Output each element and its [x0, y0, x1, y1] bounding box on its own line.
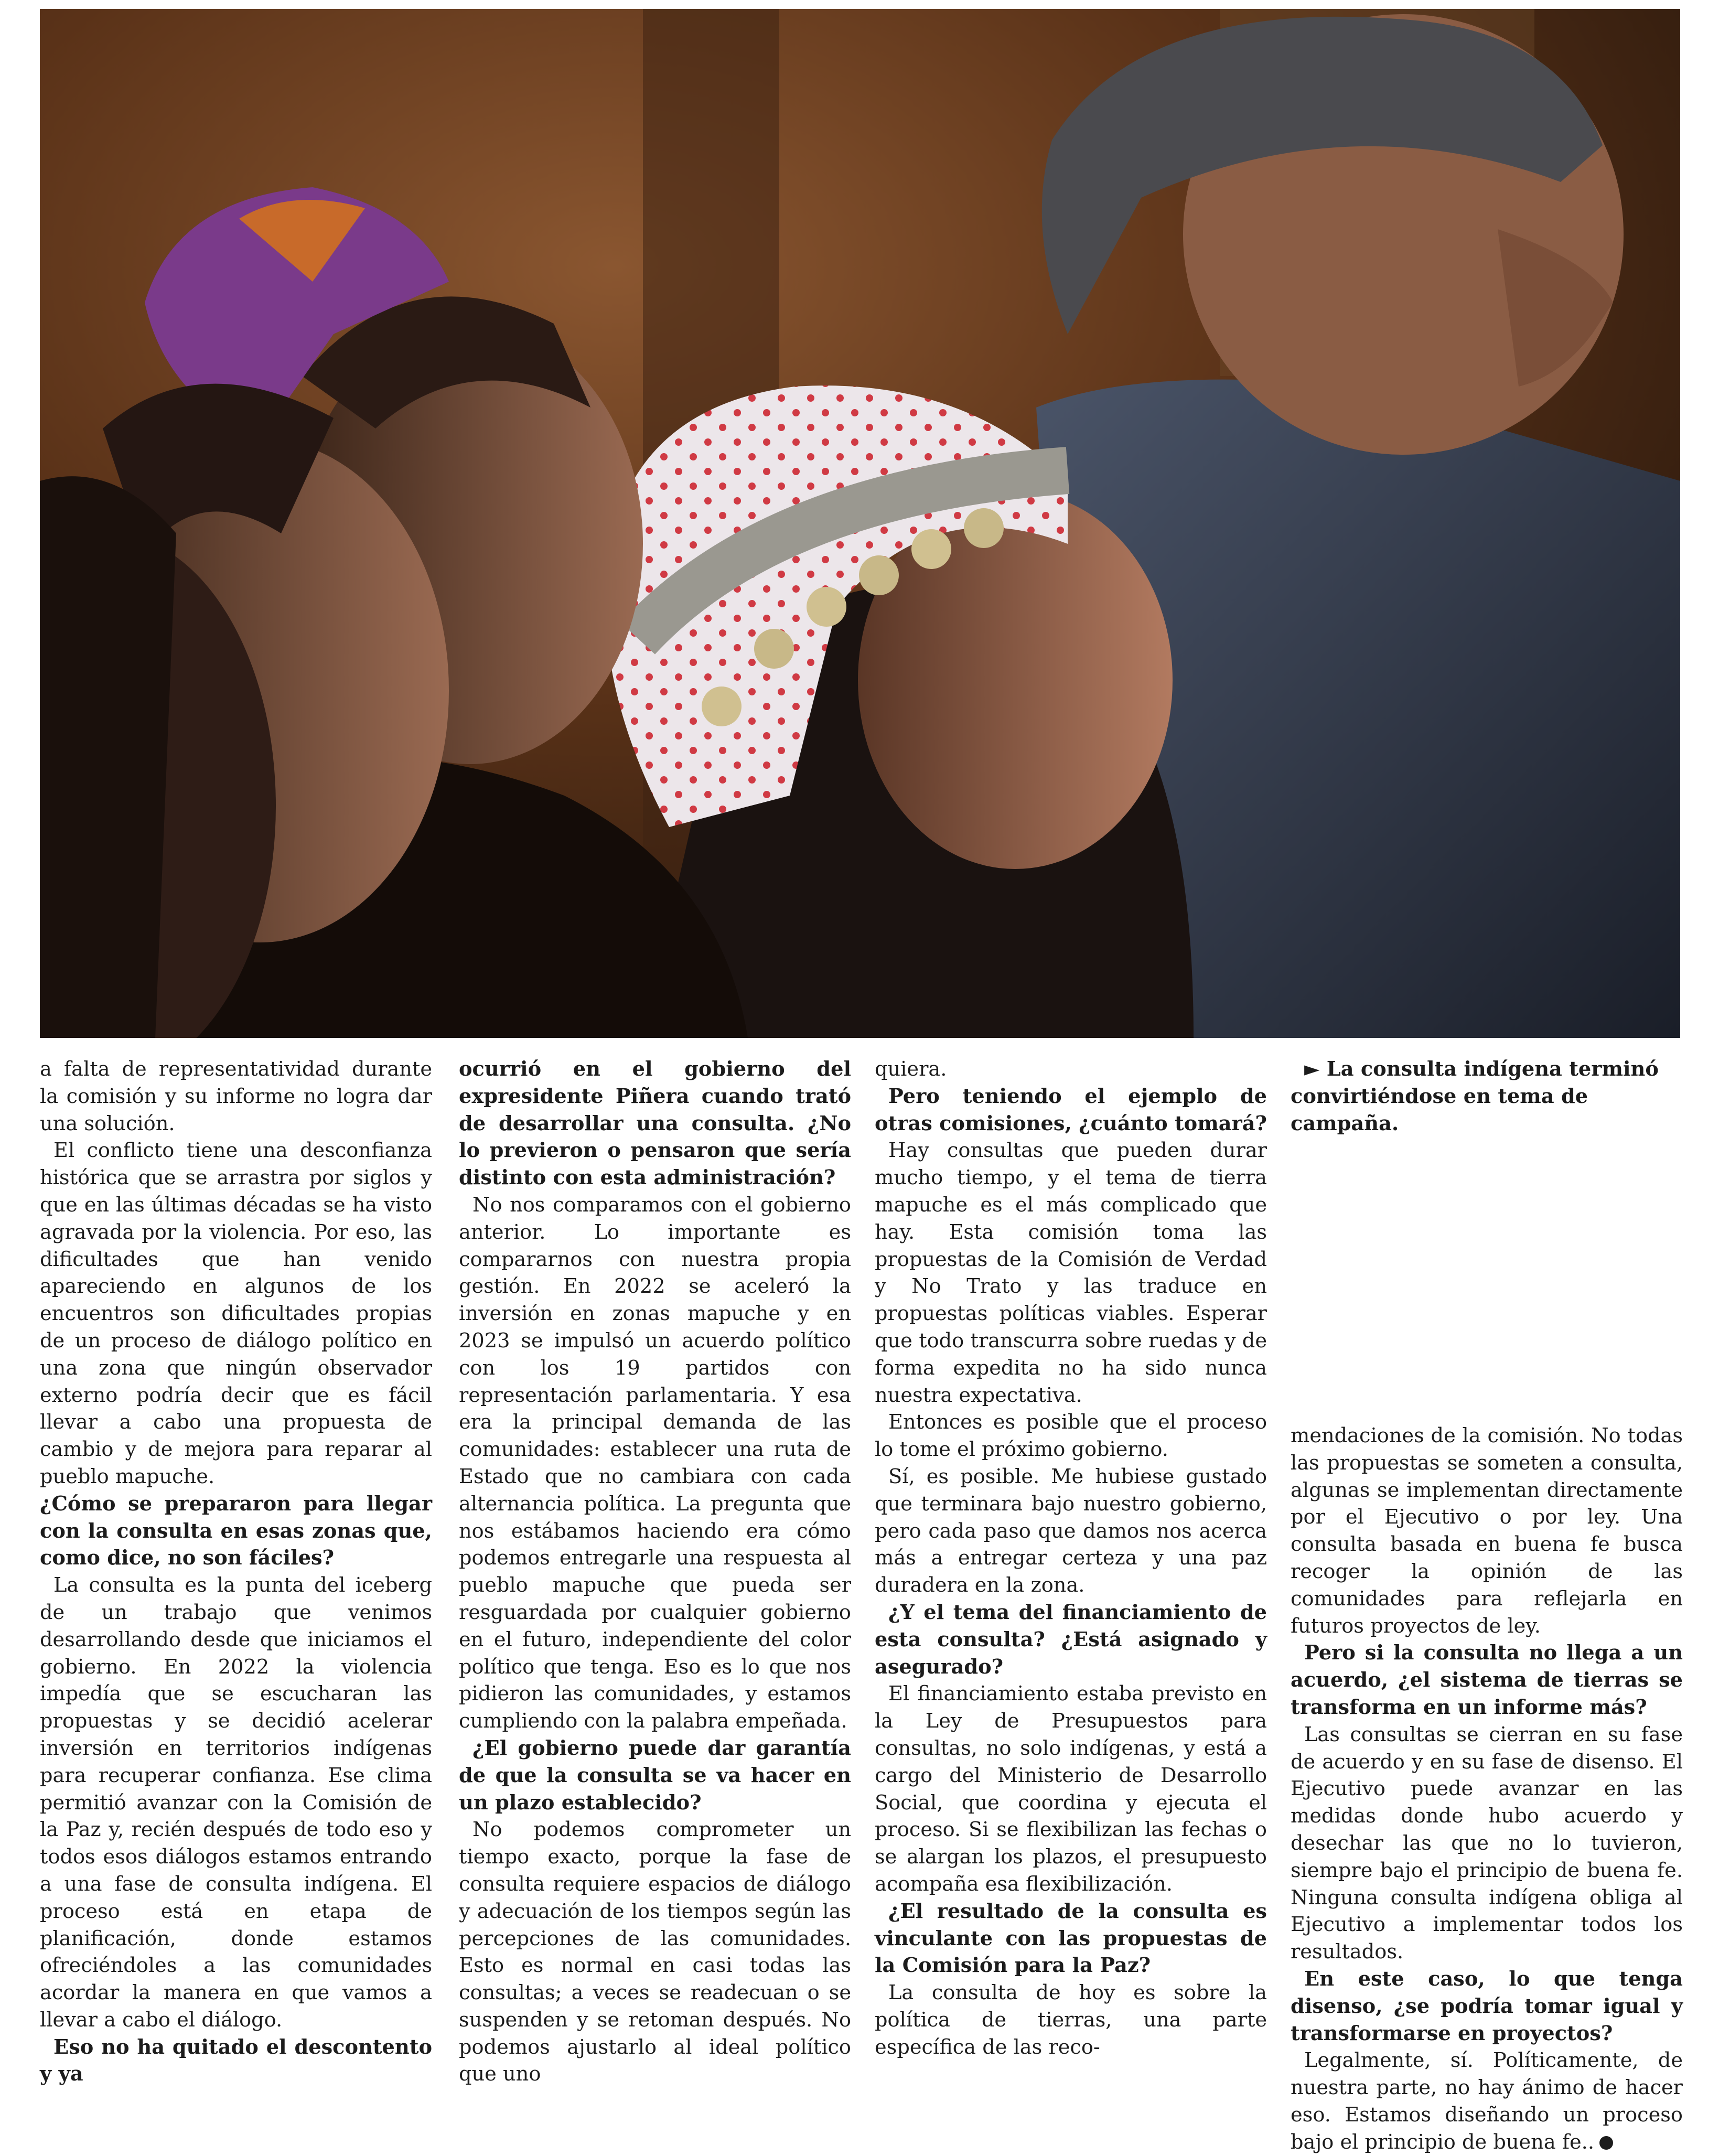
- paragraph: El financiamiento estaba previsto en la Ley de Presupuestos para consultas, no solo indígenas, y está a cargo del Ministerio de Desarrollo Social, que coordina y ejecuta el proceso. Si se flexibilizan las fechas o se alargan los plazos, el presupuesto acompaña esa flexibilización.: [875, 1682, 1267, 1896]
- paragraph: quiera.: [875, 1057, 947, 1081]
- paragraph: La consulta es la punta del iceberg de un trabajo que venimos desarrollando desde que iniciamos el gobierno. En 2022 la violencia impedía que se escucharan las propuestas y se decidió acelerar inversión en territorios indígenas para recuperar confianza. Ese clima permitió avanzar con la Comisión de la Paz y, recién después de todo eso y todos esos diálogos estamos entrando a una fase de consulta indígena. El proceso está en etapa de planificación, donde estamos ofreciéndoles a las comunidades acordar la manera en que vamos a llevar a cabo el diálogo.: [40, 1573, 432, 2032]
- question: Pero teniendo el ejemplo de otras comisiones, ¿cuánto tomará?: [875, 1084, 1267, 1135]
- news-photo: [40, 9, 1680, 1038]
- paragraph: Las consultas se cierran en su fase de acuerdo y en su fase de disenso. El Ejecutivo puede avanzar en las medidas donde hubo acuerdo y desechar las que no lo tuvieron, siempre bajo el principio de buena fe. Ninguna consulta indígena obliga al Ejecutivo a implementar todos los resultados.: [1291, 1722, 1683, 1964]
- paragraph: Hay consultas que pueden durar mucho tiempo, y el tema de tierra mapuche es el más complicado que hay. Esta comisión toma las propuestas de la Comisión de Verdad y No Trato y las traduce en propuestas políticas viables. Esperar que todo transcurra sobre ruedas y de forma expedita no ha sido nunca nuestra expectativa.: [875, 1139, 1267, 1407]
- paragraph: Sí, es posible. Me hubiese gustado que terminara bajo nuestro gobierno, pero cada paso que damos nos acerca más a entregar certeza y una paz duradera en la zona.: [875, 1464, 1267, 1597]
- photo-illustration: [40, 9, 1680, 1038]
- paragraph-text: Legalmente, sí. Políticamente, de nuestra parte, no hay ánimo de hacer eso. Estamos diseñando un proceso bajo el principio de buena fe..: [1291, 2048, 1683, 2154]
- photo-caption: ► La consulta indígena terminó convirtiéndose en tema de campaña.: [1291, 1057, 1659, 1135]
- question: ¿El resultado de la consulta es vinculante con las propuestas de la Comisión para la Paz?: [875, 1899, 1267, 1978]
- column-4: [1291, 1056, 1683, 2154]
- paragraph: a falta de representatividad durante la comisión y su informe no logra dar una solución.: [40, 1057, 432, 1135]
- question: ocurrió en el gobierno del expresidente Piñera cuando trató de desarrollar una consulta. ¿No lo previeron o pensaron que sería distinto con esta administración?: [459, 1057, 851, 1190]
- column-2: [459, 1056, 851, 2086]
- question: ¿El gobierno puede dar garantía de que la consulta se va hacer en un plazo establecido?: [459, 1736, 851, 1815]
- question: ¿Cómo se prepararon para llegar con la consulta en esas zonas que, como dice, no son fáciles?: [40, 1492, 432, 1570]
- column-3: [875, 1056, 1267, 2059]
- end-bullet-icon: [1599, 2136, 1613, 2150]
- paragraph: No podemos comprometer un tiempo exacto, porque la fase de consulta requiere espacios de diálogo y adecuación de los tiempos según las percepciones de las comunidades. Esto es normal en casi todas las consultas; a veces se readecuan o se suspenden y se retoman después. No podemos ajustarlo al ideal político que uno: [459, 1818, 851, 2086]
- paragraph: No nos comparamos con el gobierno anterior. Lo importante es compararnos con nuestra propia gestión. En 2022 se aceleró la inversión en zonas mapuche y en 2023 se impulsó un acuerdo político con los 19 partidos con representación parlamentaria. Y esa era la principal demanda de las comunidades: establecer una ruta de Estado que no cambiara con cada alternancia política. La pregunta que nos estábamos haciendo era cómo podemos entregarle una respuesta al pueblo mapuche que pueda ser resguardada por cualquier gobierno en el futuro, independiente del color político que tenga. Eso es lo que nos pidieron las comunidades, y estamos cumpliendo con la palabra empeñada.: [459, 1193, 851, 1733]
- paragraph: La consulta de hoy es sobre la política de tierras, una parte específica de las reco-: [875, 1981, 1267, 2059]
- question: ¿Y el tema del financiamiento de esta consulta? ¿Está asignado y asegurado?: [875, 1600, 1267, 1679]
- question: En este caso, lo que tenga disenso, ¿se podría tomar igual y transformarse en proyectos?: [1291, 1967, 1683, 2045]
- final-paragraph: [1291, 2047, 1683, 2155]
- question: Pero si la consulta no llega a un acuerdo, ¿el sistema de tierras se transforma en un informe más?: [1291, 1641, 1683, 1719]
- paragraph: mendaciones de la comisión. No todas las propuestas se someten a consulta, algunas se implementan directamente por el Ejecutivo o por ley. Una consulta basada en buena fe busca recoger la opinión de las comunidades para reflejarla en futuros proyectos de ley.: [1291, 1424, 1683, 1638]
- paragraph: Entonces es posible que el proceso lo tome el próximo gobierno.: [875, 1410, 1267, 1462]
- column-4-text: [1291, 1422, 1683, 2156]
- paragraph: El conflicto tiene una desconfianza histórica que se arrastra por siglos y que en las últimas décadas se ha visto agravada por la violencia. Por eso, las dificultades que han venido apareciendo en algunos de los encuentros son dificultades propias de un proceso de diálogo político en una zona que ningún observador externo podría decir que es fácil llevar a cabo una propuesta de cambio y de mejora para reparar al pueblo mapuche.: [40, 1139, 432, 1488]
- column-1: [40, 1056, 432, 2086]
- question: Eso no ha quitado el descontento y ya: [40, 2035, 432, 2086]
